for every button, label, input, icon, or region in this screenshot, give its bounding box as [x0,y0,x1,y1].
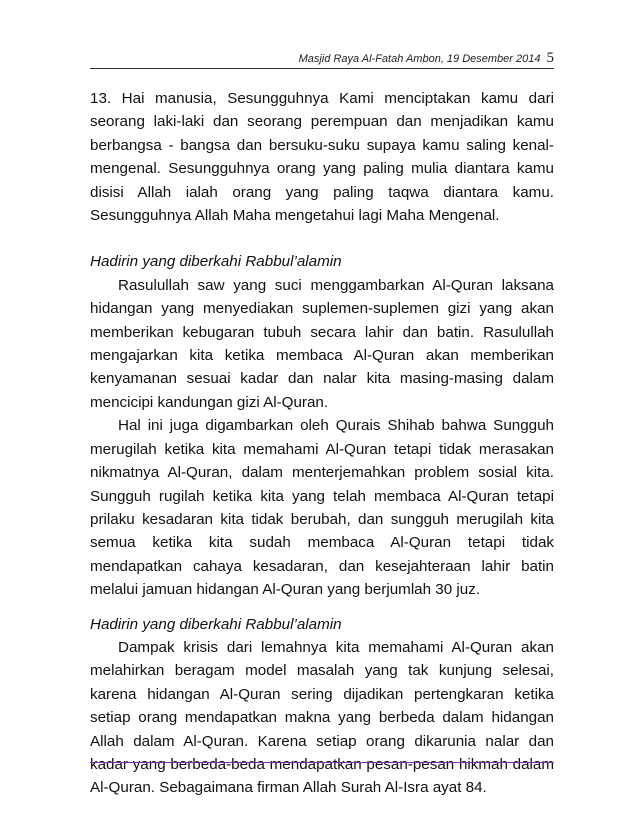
section-heading-1: Hadirin yang diberkahi Rabbul’alamin [90,253,342,271]
paragraph-2: Hal ini juga digambarkan oleh Qurais Shihab bahwa Sungguh merugilah ketika kita memahami Al-Quran tetapi tidak merasakan nikmatnya Al-Quran, dalam menterjemahkan problem sosial kita. Sungguh rugilah ketika kita yang telah membaca Al-Quran tetapi prilaku kesadaran kita tidak berubah, dan sungguh merugilah kita semua ketika kita sudah membaca Al-Quran tetapi tidak mendapatkan cahaya kesadaran, dan kesejahteraan lahir batin melalui jamuan hidangan Al-Quran yang berjumlah 30 juz. [90,417,554,599]
page-number: 5 [546,50,554,66]
running-header [90,50,554,67]
body-text [90,87,554,800]
verse-13: 13. Hai manusia, Sesungguhnya Kami menciptakan kamu dari seorang laki-laki dan seorang perempuan dan menjadikan kamu berbangsa - bangsa dan bersuku-suku supaya kamu saling kenal-mengenal. Sesungguhnya orang yang paling mulia diantara kamu disisi Allah ialah orang yang paling taqwa diantara kamu. Sesungguhnya Allah Maha mengetahui lagi Maha Mengenal. [90,90,554,225]
footer-rule [90,762,554,763]
section-heading-2: Hadirin yang diberkahi Rabbul’alamin [90,615,342,633]
running-title: Masjid Raya Al-Fatah Ambon, 19 Desember 2014 [298,53,541,65]
paragraph-3: Dampak krisis dari lemahnya kita memahami Al-Quran akan melahirkan beragam model masalah yang tak kunjung selesai, karena hidangan Al-Quran sering dijadikan pertengkaran ketika setiap orang mendapatkan makna yang berbeda dalam hidangan Allah dalam Al-Quran. Karena setiap orang dikarunia nalar dan kadar yang berbeda-beda mendapatkan pesan-pesan hikmah dalam Al-Quran. Sebagaimana firman Allah Surah Al-Isra ayat 84. [90,638,554,797]
header-rule [90,68,554,69]
paragraph-1: Rasulullah saw yang suci menggambarkan Al-Quran laksana hidangan yang menyediakan suplemen-suplemen gizi yang akan memberikan kebugaran tubuh secara lahir dan batin. Rasulullah mengajarkan kita ketika membaca Al-Quran akan memberikan kenyamanan sesuai kadar dan nalar kita masing-masing dalam mencicipi kandungan gizi Al-Quran. [90,276,554,411]
